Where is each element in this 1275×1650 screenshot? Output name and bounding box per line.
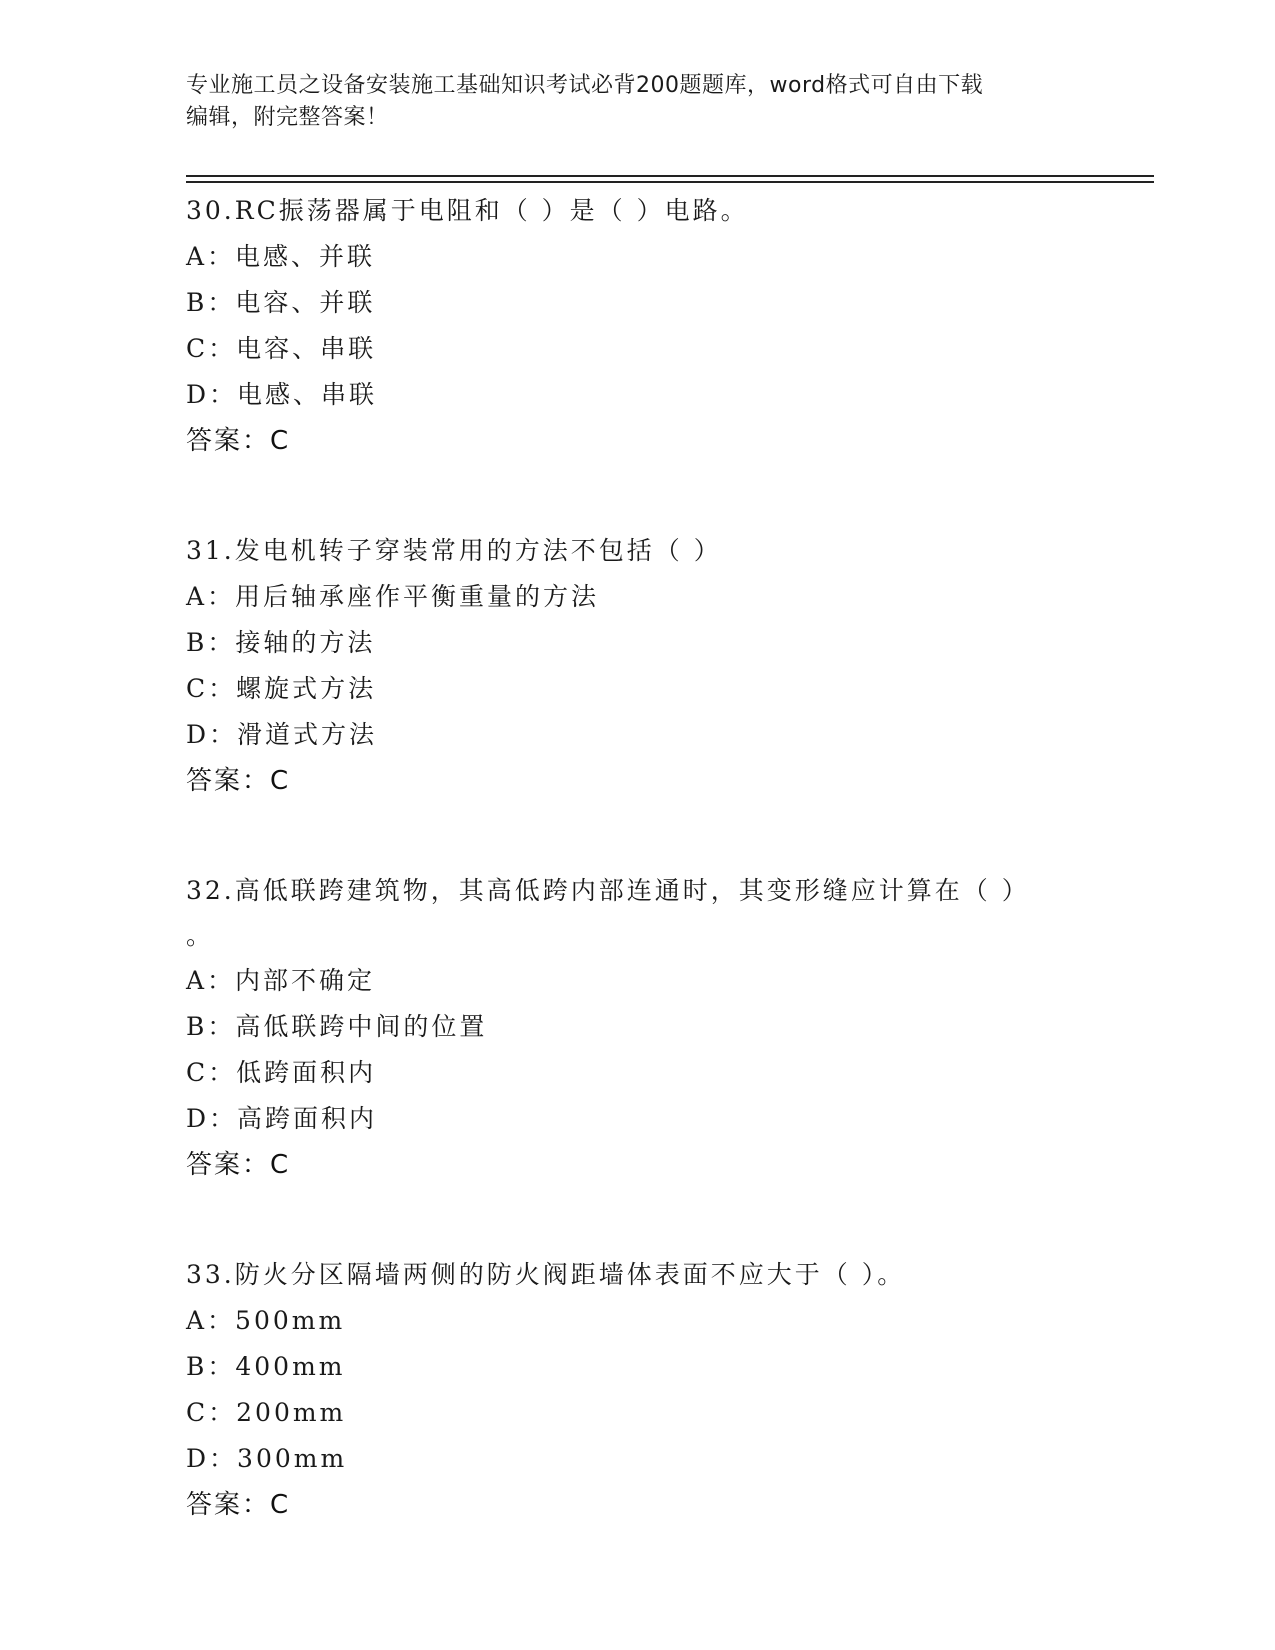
option-b: B：电容、并联 <box>186 288 376 317</box>
option-a: A：电感、并联 <box>186 242 376 271</box>
option-d: D：300mm <box>186 1444 348 1473</box>
header-divider-top <box>186 175 1154 177</box>
option-b: B：高低联跨中间的位置 <box>186 1012 488 1041</box>
option-d: D：滑道式方法 <box>186 720 378 749</box>
option-c: C：电容、串联 <box>186 334 377 363</box>
question-list <box>186 188 1126 1592</box>
answer-line: 答案：C <box>186 766 291 796</box>
option-d: D：电感、串联 <box>186 380 378 409</box>
option-b: B：接轴的方法 <box>186 628 376 657</box>
option-c: C：低跨面积内 <box>186 1058 377 1087</box>
question-31 <box>186 528 1126 804</box>
header-title-line-1: 专业施工员之设备安装施工基础知识考试必背200题题库，word格式可自由下载 <box>186 73 984 98</box>
question-32 <box>186 868 1126 1188</box>
question-stem: 30.RC振荡器属于电阻和（ ）是（ ）电路。 <box>186 196 749 225</box>
option-a: A：用后轴承座作平衡重量的方法 <box>186 582 600 611</box>
answer-line: 答案：C <box>186 1150 291 1180</box>
answer-line: 答案：C <box>186 426 291 456</box>
question-33 <box>186 1252 1126 1528</box>
answer-line: 答案：C <box>186 1490 291 1520</box>
option-a: A：内部不确定 <box>186 966 376 995</box>
option-a: A：500mm <box>186 1306 346 1335</box>
header-divider-bottom <box>186 181 1154 183</box>
question-stem: 33.防火分区隔墙两侧的防火阀距墙体表面不应大于（ ）。 <box>186 1260 906 1289</box>
option-c: C：200mm <box>186 1398 347 1427</box>
option-c: C：螺旋式方法 <box>186 674 377 703</box>
option-b: B：400mm <box>186 1352 346 1381</box>
header-title-line-2: 编辑，附完整答案！ <box>186 105 389 130</box>
question-stem: 31.发电机转子穿装常用的方法不包括（ ） <box>186 536 722 565</box>
document-header <box>186 70 1066 134</box>
option-d: D：高跨面积内 <box>186 1104 378 1133</box>
question-stem-continuation: 。 <box>186 921 215 950</box>
question-30 <box>186 188 1126 464</box>
question-stem: 32.高低联跨建筑物，其高低跨内部连通时，其变形缝应计算在（ ） <box>186 876 1030 905</box>
